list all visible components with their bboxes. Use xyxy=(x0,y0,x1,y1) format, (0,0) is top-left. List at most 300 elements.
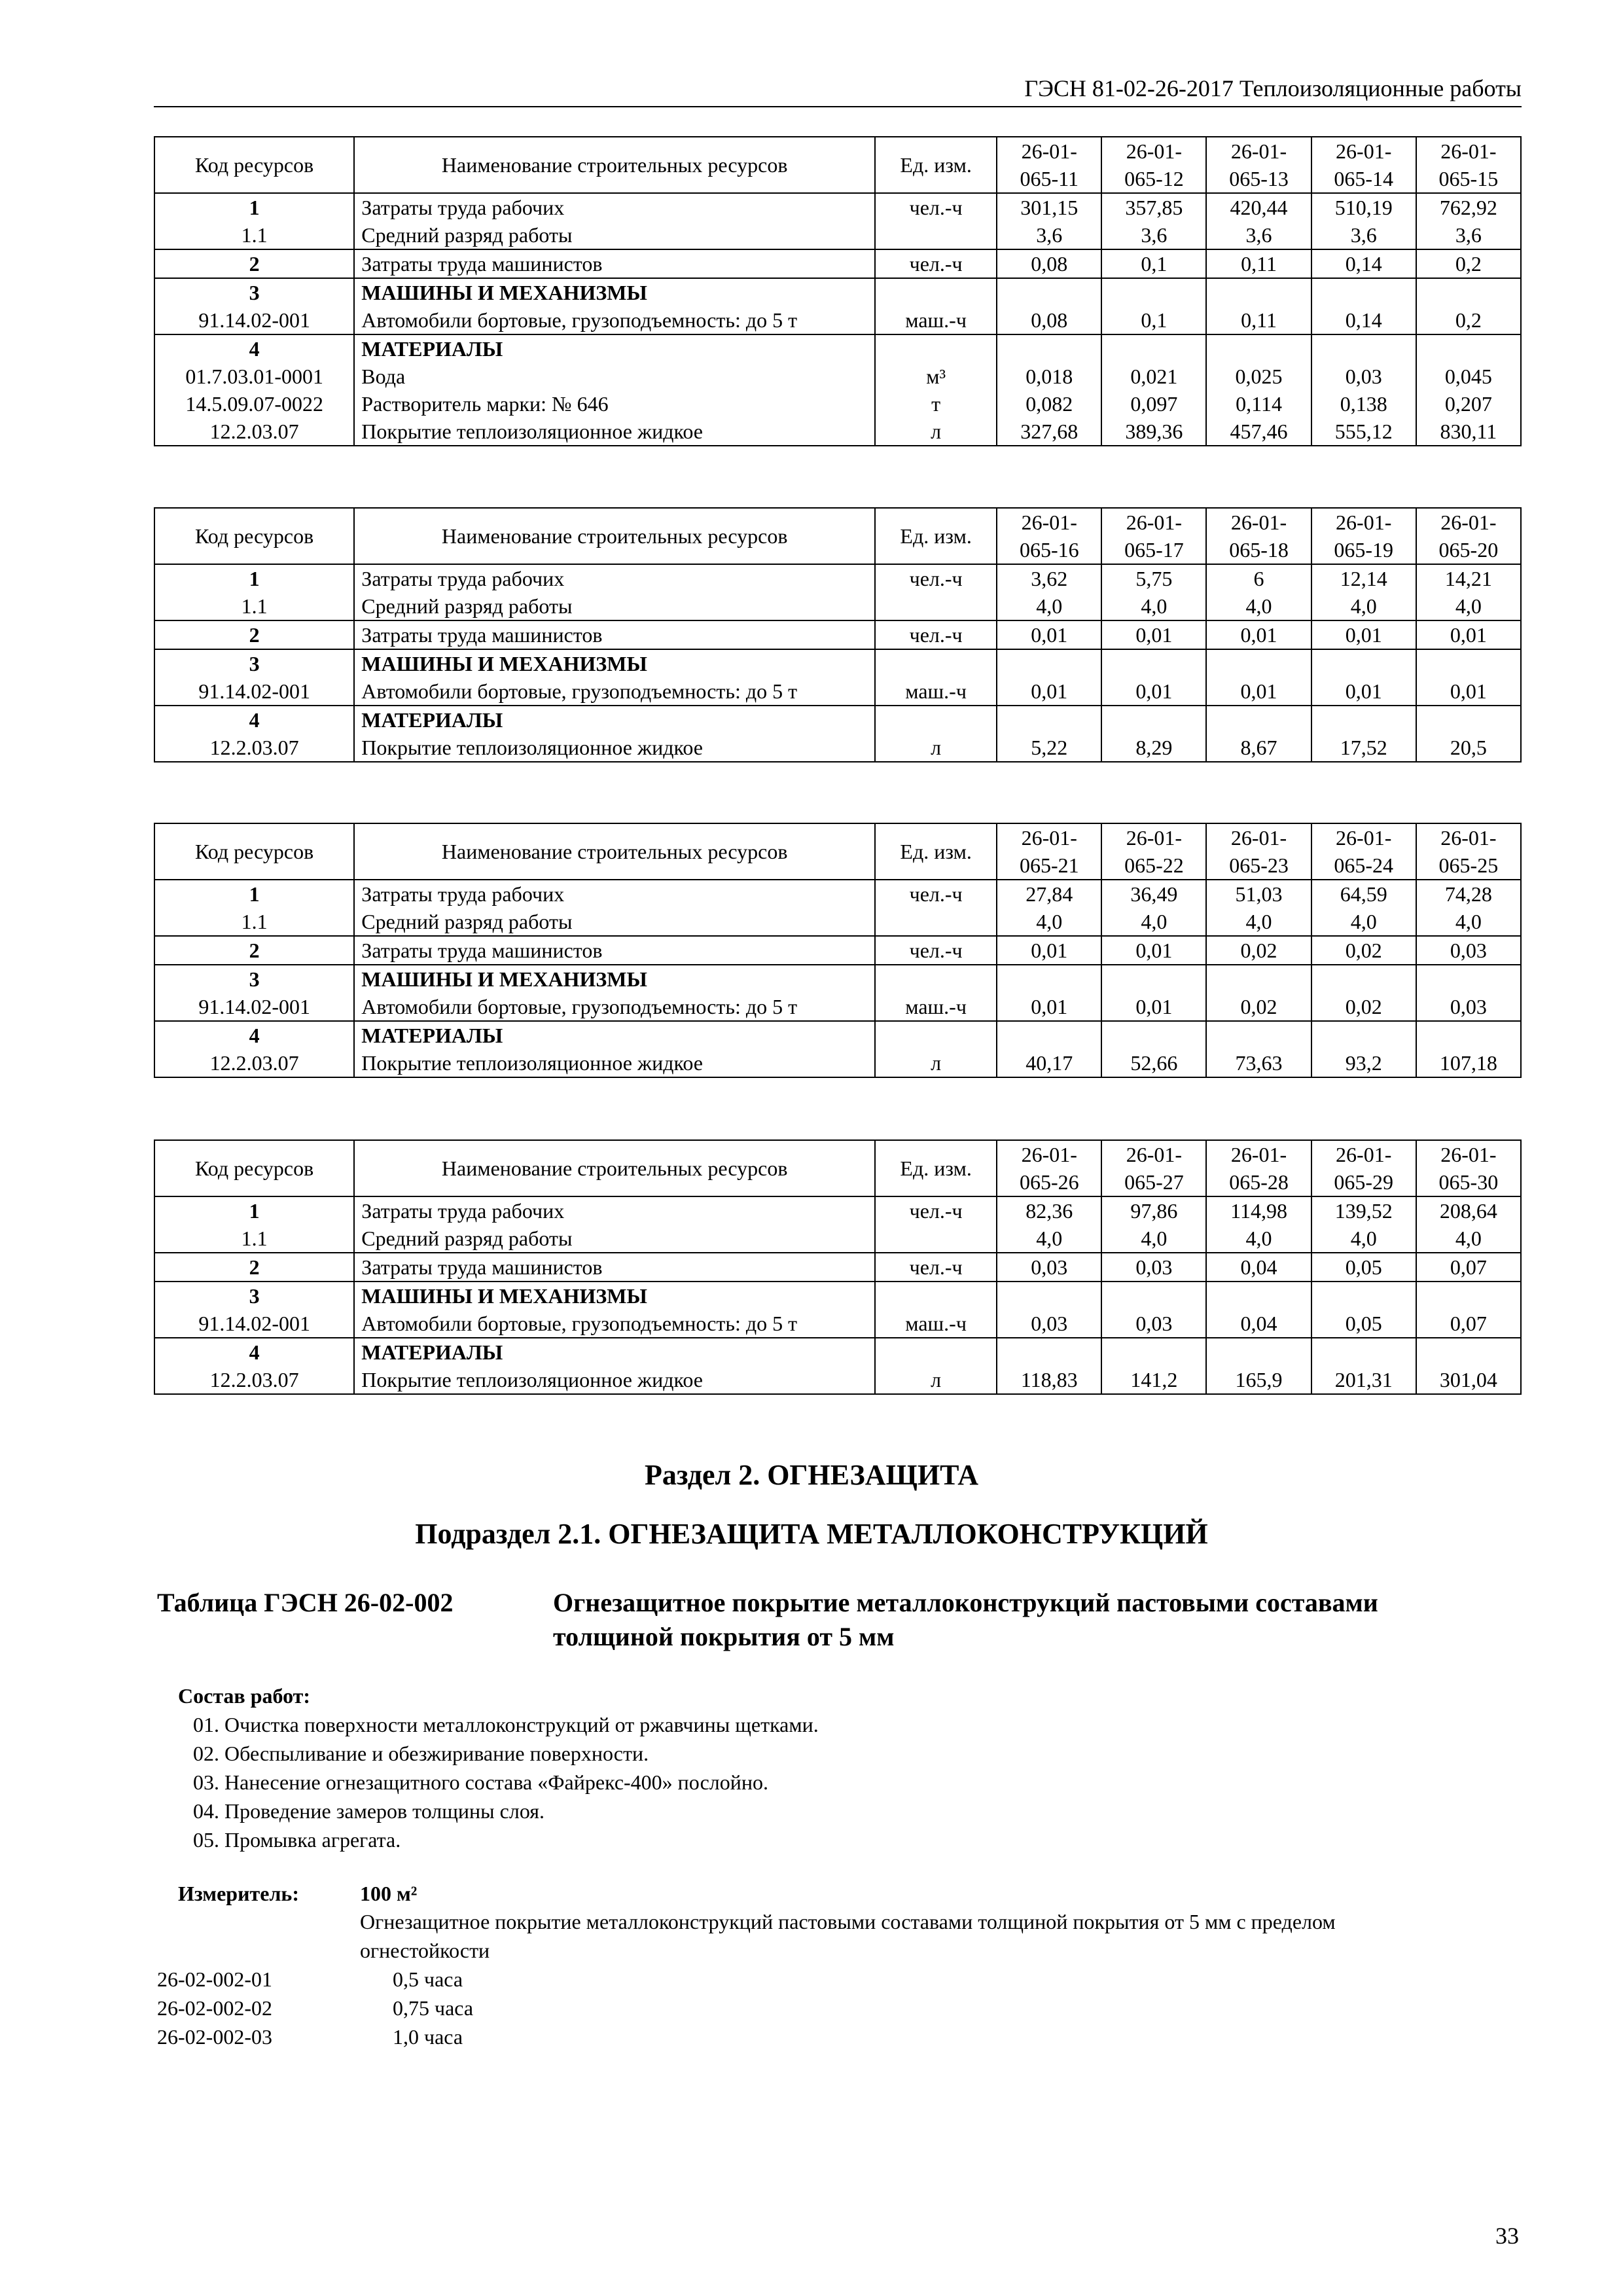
value-cell: 73,63 xyxy=(1206,1049,1311,1077)
row-name: Растворитель марки: № 646 xyxy=(354,390,875,418)
value-cell: 0,04 xyxy=(1206,1253,1311,1282)
empty-cell xyxy=(1206,649,1311,677)
empty-cell xyxy=(1206,706,1311,734)
value-cell: 0,01 xyxy=(1206,677,1311,706)
table-row xyxy=(154,908,1521,936)
row-code: 2 xyxy=(154,936,354,965)
value-cell: 0,03 xyxy=(1101,1310,1206,1338)
resource-table xyxy=(154,1139,1522,1395)
group-code: 4 xyxy=(154,1021,354,1049)
row-code: 1.1 xyxy=(154,592,354,620)
row-name: Затраты труда машинистов xyxy=(354,1253,875,1282)
value-cell: 141,2 xyxy=(1101,1366,1206,1394)
row-unit xyxy=(875,221,997,249)
value-cell: 8,29 xyxy=(1101,734,1206,762)
row-name: Затраты труда рабочих xyxy=(354,880,875,908)
value-cell: 97,86 xyxy=(1101,1196,1206,1225)
value-cell: 201,31 xyxy=(1311,1366,1416,1394)
table-group-row xyxy=(154,1282,1521,1310)
group-code: 4 xyxy=(154,706,354,734)
value-cell: 12,14 xyxy=(1311,564,1416,592)
gesn-table-title-1: Огнезащитное покрытие металлоконструкций пастовыми составами xyxy=(553,1588,1378,1617)
meter-item-code: 26-02-002-03 xyxy=(157,2025,272,2049)
value-cell: 0,04 xyxy=(1206,1310,1311,1338)
page-header xyxy=(154,72,1522,107)
row-unit: маш.-ч xyxy=(875,306,997,334)
table-header-row xyxy=(154,137,1521,193)
row-name: Затраты труда рабочих xyxy=(354,1196,875,1225)
empty-cell xyxy=(1311,1338,1416,1366)
material-row xyxy=(154,418,1521,446)
value-cell: 457,46 xyxy=(1206,418,1311,446)
value-cell: 4,0 xyxy=(1101,908,1206,936)
col-header-rate-code: 26-01-065-27 xyxy=(1101,1140,1206,1196)
meter-item-code: 26-02-002-01 xyxy=(157,1967,272,1991)
row-unit xyxy=(875,1282,997,1310)
row-code: 12.2.03.07 xyxy=(154,1366,354,1394)
table-row xyxy=(154,221,1521,249)
empty-cell xyxy=(997,278,1101,306)
empty-cell xyxy=(997,706,1101,734)
col-header-rate-code: 26-01-065-24 xyxy=(1311,823,1416,880)
value-cell: 0,05 xyxy=(1311,1253,1416,1282)
value-cell: 118,83 xyxy=(997,1366,1101,1394)
col-header-unit: Ед. изм. xyxy=(875,508,997,564)
row-unit xyxy=(875,908,997,936)
meter-item-code: 26-02-002-02 xyxy=(157,1996,272,2020)
row-unit xyxy=(875,1021,997,1049)
subsection-title: Подраздел 2.1. ОГНЕЗАЩИТА МЕТАЛЛОКОНСТРУКЦИЙ xyxy=(415,1518,1208,1550)
value-cell: 0,03 xyxy=(1416,993,1521,1021)
col-header-rate-code: 26-01-065-11 xyxy=(997,137,1101,193)
value-cell: 4,0 xyxy=(997,908,1101,936)
row-unit xyxy=(875,278,997,306)
row-code: 2 xyxy=(154,249,354,278)
row-unit: чел.-ч xyxy=(875,193,997,221)
value-cell: 51,03 xyxy=(1206,880,1311,908)
table-group-row xyxy=(154,334,1521,363)
row-name: Затраты труда машинистов xyxy=(354,249,875,278)
row-code: 91.14.02-001 xyxy=(154,993,354,1021)
value-cell: 6 xyxy=(1206,564,1311,592)
empty-cell xyxy=(1416,649,1521,677)
row-unit xyxy=(875,649,997,677)
row-unit: л xyxy=(875,418,997,446)
col-header-rate-code: 26-01-065-20 xyxy=(1416,508,1521,564)
value-cell: 301,04 xyxy=(1416,1366,1521,1394)
value-cell: 0,01 xyxy=(997,677,1101,706)
value-cell: 4,0 xyxy=(1311,1225,1416,1253)
row-name: Покрытие теплоизоляционное жидкое xyxy=(354,734,875,762)
value-cell: 4,0 xyxy=(1311,908,1416,936)
col-header-rate-code: 26-01-065-12 xyxy=(1101,137,1206,193)
empty-cell xyxy=(1101,1282,1206,1310)
empty-cell xyxy=(1101,334,1206,363)
empty-cell xyxy=(1206,1021,1311,1049)
empty-cell xyxy=(1311,278,1416,306)
value-cell: 4,0 xyxy=(1101,1225,1206,1253)
row-code: 1.1 xyxy=(154,221,354,249)
section-title: Раздел 2. ОГНЕЗАЩИТА xyxy=(644,1459,979,1491)
row-name: Покрытие теплоизоляционное жидкое xyxy=(354,418,875,446)
value-cell: 8,67 xyxy=(1206,734,1311,762)
col-header-unit: Ед. изм. xyxy=(875,1140,997,1196)
col-header-rate-code: 26-01-065-22 xyxy=(1101,823,1206,880)
empty-cell xyxy=(1101,649,1206,677)
table-group-row xyxy=(154,1338,1521,1366)
value-cell: 4,0 xyxy=(1206,908,1311,936)
empty-cell xyxy=(997,334,1101,363)
header-title: ГЭСН 81-02-26-2017 Теплоизоляционные работы xyxy=(1024,75,1522,101)
empty-cell xyxy=(1311,706,1416,734)
value-cell: 14,21 xyxy=(1416,564,1521,592)
resource-table xyxy=(154,823,1522,1078)
value-cell: 0,07 xyxy=(1416,1310,1521,1338)
value-cell: 3,62 xyxy=(997,564,1101,592)
row-code: 91.14.02-001 xyxy=(154,306,354,334)
row-code: 2 xyxy=(154,1253,354,1282)
work-item: 05. Промывка агрегата. xyxy=(193,1828,401,1852)
group-code: 3 xyxy=(154,278,354,306)
value-cell: 0,02 xyxy=(1311,993,1416,1021)
value-cell: 64,59 xyxy=(1311,880,1416,908)
group-code: 3 xyxy=(154,649,354,677)
value-cell: 0,02 xyxy=(1206,993,1311,1021)
row-code: 14.5.09.07-0022 xyxy=(154,390,354,418)
row-code: 1.1 xyxy=(154,908,354,936)
row-name: Затраты труда рабочих xyxy=(354,564,875,592)
empty-cell xyxy=(997,1021,1101,1049)
value-cell: 139,52 xyxy=(1311,1196,1416,1225)
work-item: 02. Обеспыливание и обезжиривание поверхности. xyxy=(193,1742,649,1765)
value-cell: 0,01 xyxy=(1101,993,1206,1021)
row-unit: л xyxy=(875,1049,997,1077)
value-cell: 4,0 xyxy=(1311,592,1416,620)
value-cell: 0,018 xyxy=(997,363,1101,390)
value-cell: 165,9 xyxy=(1206,1366,1311,1394)
table-header-row xyxy=(154,1140,1521,1196)
row-unit: чел.-ч xyxy=(875,1253,997,1282)
row-unit: чел.-ч xyxy=(875,564,997,592)
row-name: Средний разряд работы xyxy=(354,908,875,936)
empty-cell xyxy=(1311,1021,1416,1049)
table-header-row xyxy=(154,508,1521,564)
empty-cell xyxy=(1416,1338,1521,1366)
work-item: 03. Нанесение огнезащитного состава «Файрекс-400» послойно. xyxy=(193,1770,769,1794)
empty-cell xyxy=(1311,1282,1416,1310)
col-header-unit: Ед. изм. xyxy=(875,823,997,880)
value-cell: 4,0 xyxy=(997,592,1101,620)
col-header-rate-code: 26-01-065-30 xyxy=(1416,1140,1521,1196)
value-cell: 5,75 xyxy=(1101,564,1206,592)
material-row xyxy=(154,1049,1521,1077)
empty-cell xyxy=(1416,278,1521,306)
value-cell: 27,84 xyxy=(997,880,1101,908)
empty-cell xyxy=(1101,1021,1206,1049)
row-name: Затраты труда машинистов xyxy=(354,936,875,965)
value-cell: 3,6 xyxy=(1416,221,1521,249)
row-unit: м³ xyxy=(875,363,997,390)
value-cell: 0,01 xyxy=(1311,677,1416,706)
table-row xyxy=(154,193,1521,221)
col-header-rate-code: 26-01-065-19 xyxy=(1311,508,1416,564)
group-name: МАТЕРИАЛЫ xyxy=(354,1021,875,1049)
table-group-row xyxy=(154,278,1521,306)
value-cell: 0,097 xyxy=(1101,390,1206,418)
row-name: Затраты труда рабочих xyxy=(354,193,875,221)
value-cell: 0,138 xyxy=(1311,390,1416,418)
value-cell: 0,08 xyxy=(997,306,1101,334)
row-unit xyxy=(875,334,997,363)
value-cell: 0,2 xyxy=(1416,249,1521,278)
value-cell: 4,0 xyxy=(1416,592,1521,620)
group-code: 3 xyxy=(154,965,354,993)
empty-cell xyxy=(1416,1282,1521,1310)
col-header-rate-code: 26-01-065-14 xyxy=(1311,137,1416,193)
value-cell: 5,22 xyxy=(997,734,1101,762)
empty-cell xyxy=(997,1338,1101,1366)
row-unit: л xyxy=(875,734,997,762)
meter-value: 100 м² xyxy=(360,1882,418,1905)
empty-cell xyxy=(1311,334,1416,363)
empty-cell xyxy=(997,649,1101,677)
empty-cell xyxy=(1416,965,1521,993)
value-cell: 4,0 xyxy=(1416,908,1521,936)
col-header-unit: Ед. изм. xyxy=(875,137,997,193)
row-unit xyxy=(875,706,997,734)
value-cell: 0,021 xyxy=(1101,363,1206,390)
row-name: Средний разряд работы xyxy=(354,221,875,249)
value-cell: 0,01 xyxy=(1311,620,1416,649)
value-cell: 0,02 xyxy=(1311,936,1416,965)
value-cell: 0,11 xyxy=(1206,249,1311,278)
page-number: 33 xyxy=(1495,2223,1519,2249)
value-cell: 0,082 xyxy=(997,390,1101,418)
group-name: МАШИНЫ И МЕХАНИЗМЫ xyxy=(354,278,875,306)
row-unit: чел.-ч xyxy=(875,936,997,965)
value-cell: 40,17 xyxy=(997,1049,1101,1077)
row-code: 1 xyxy=(154,564,354,592)
table-row xyxy=(154,1310,1521,1338)
value-cell: 107,18 xyxy=(1416,1049,1521,1077)
value-cell: 0,03 xyxy=(1101,1253,1206,1282)
work-item: 04. Проведение замеров толщины слоя. xyxy=(193,1799,544,1823)
row-code: 91.14.02-001 xyxy=(154,677,354,706)
row-code: 12.2.03.07 xyxy=(154,734,354,762)
work-heading: Состав работ: xyxy=(178,1684,311,1708)
empty-cell xyxy=(1416,706,1521,734)
material-row xyxy=(154,390,1521,418)
value-cell: 0,01 xyxy=(1416,677,1521,706)
table-row xyxy=(154,592,1521,620)
value-cell: 93,2 xyxy=(1311,1049,1416,1077)
meter-item-text: 1,0 часа xyxy=(393,2025,463,2049)
value-cell: 0,207 xyxy=(1416,390,1521,418)
col-header-rate-code: 26-01-065-17 xyxy=(1101,508,1206,564)
col-header-rate-code: 26-01-065-25 xyxy=(1416,823,1521,880)
value-cell: 114,98 xyxy=(1206,1196,1311,1225)
col-header-name: Наименование строительных ресурсов xyxy=(354,137,875,193)
value-cell: 4,0 xyxy=(997,1225,1101,1253)
group-name: МАШИНЫ И МЕХАНИЗМЫ xyxy=(354,649,875,677)
row-name: Автомобили бортовые, грузоподъемность: до 5 т xyxy=(354,677,875,706)
col-header-rate-code: 26-01-065-18 xyxy=(1206,508,1311,564)
empty-cell xyxy=(1206,965,1311,993)
value-cell: 555,12 xyxy=(1311,418,1416,446)
table-row xyxy=(154,1253,1521,1282)
row-code: 12.2.03.07 xyxy=(154,418,354,446)
col-header-rate-code: 26-01-065-21 xyxy=(997,823,1101,880)
value-cell: 0,2 xyxy=(1416,306,1521,334)
row-unit: маш.-ч xyxy=(875,677,997,706)
row-code: 1 xyxy=(154,1196,354,1225)
value-cell: 3,6 xyxy=(1311,221,1416,249)
value-cell: 0,14 xyxy=(1311,249,1416,278)
value-cell: 301,15 xyxy=(997,193,1101,221)
empty-cell xyxy=(1101,1338,1206,1366)
group-name: МАШИНЫ И МЕХАНИЗМЫ xyxy=(354,1282,875,1310)
table-row xyxy=(154,249,1521,278)
empty-cell xyxy=(1311,965,1416,993)
table-group-row xyxy=(154,1021,1521,1049)
value-cell: 327,68 xyxy=(997,418,1101,446)
value-cell: 36,49 xyxy=(1101,880,1206,908)
row-unit: чел.-ч xyxy=(875,620,997,649)
row-name: Вода xyxy=(354,363,875,390)
table-row xyxy=(154,677,1521,706)
empty-cell xyxy=(1206,1282,1311,1310)
work-item: 01. Очистка поверхности металлоконструкций от ржавчины щетками. xyxy=(193,1713,819,1736)
meter-label: Измеритель: xyxy=(178,1882,299,1905)
row-unit: т xyxy=(875,390,997,418)
group-name: МАШИНЫ И МЕХАНИЗМЫ xyxy=(354,965,875,993)
value-cell: 0,1 xyxy=(1101,249,1206,278)
value-cell: 0,01 xyxy=(1101,936,1206,965)
row-unit xyxy=(875,1225,997,1253)
col-header-name: Наименование строительных ресурсов xyxy=(354,508,875,564)
value-cell: 3,6 xyxy=(1101,221,1206,249)
material-row xyxy=(154,734,1521,762)
value-cell: 82,36 xyxy=(997,1196,1101,1225)
value-cell: 0,03 xyxy=(1311,363,1416,390)
gesn-table-label: Таблица ГЭСН 26-02-002 xyxy=(157,1588,454,1617)
empty-cell xyxy=(1101,965,1206,993)
col-header-rate-code: 26-01-065-15 xyxy=(1416,137,1521,193)
value-cell: 0,01 xyxy=(1206,620,1311,649)
value-cell: 0,114 xyxy=(1206,390,1311,418)
table-row xyxy=(154,936,1521,965)
row-unit: чел.-ч xyxy=(875,1196,997,1225)
gesn-table-title-2: толщиной покрытия от 5 мм xyxy=(553,1622,895,1651)
row-unit: л xyxy=(875,1366,997,1394)
table-row xyxy=(154,993,1521,1021)
group-code: 3 xyxy=(154,1282,354,1310)
material-row xyxy=(154,1366,1521,1394)
value-cell: 0,1 xyxy=(1101,306,1206,334)
row-name: Средний разряд работы xyxy=(354,592,875,620)
col-header-code: Код ресурсов xyxy=(154,823,354,880)
col-header-code: Код ресурсов xyxy=(154,1140,354,1196)
table-group-row xyxy=(154,706,1521,734)
value-cell: 74,28 xyxy=(1416,880,1521,908)
value-cell: 0,01 xyxy=(997,993,1101,1021)
value-cell: 4,0 xyxy=(1416,1225,1521,1253)
empty-cell xyxy=(1206,1338,1311,1366)
value-cell: 0,01 xyxy=(1416,620,1521,649)
value-cell: 208,64 xyxy=(1416,1196,1521,1225)
empty-cell xyxy=(1311,649,1416,677)
empty-cell xyxy=(1416,334,1521,363)
col-header-rate-code: 26-01-065-16 xyxy=(997,508,1101,564)
row-code: 1 xyxy=(154,193,354,221)
value-cell: 830,11 xyxy=(1416,418,1521,446)
value-cell: 3,6 xyxy=(997,221,1101,249)
value-cell: 0,02 xyxy=(1206,936,1311,965)
value-cell: 762,92 xyxy=(1416,193,1521,221)
value-cell: 357,85 xyxy=(1101,193,1206,221)
row-name: Затраты труда машинистов xyxy=(354,620,875,649)
row-name: Автомобили бортовые, грузоподъемность: до 5 т xyxy=(354,306,875,334)
value-cell: 0,01 xyxy=(997,936,1101,965)
table-header-row xyxy=(154,823,1521,880)
empty-cell xyxy=(997,965,1101,993)
row-code: 1 xyxy=(154,880,354,908)
table-row xyxy=(154,880,1521,908)
row-code: 01.7.03.01-0001 xyxy=(154,363,354,390)
empty-cell xyxy=(1101,278,1206,306)
value-cell: 0,03 xyxy=(997,1253,1101,1282)
value-cell: 0,11 xyxy=(1206,306,1311,334)
empty-cell xyxy=(1101,706,1206,734)
group-name: МАТЕРИАЛЫ xyxy=(354,334,875,363)
value-cell: 0,01 xyxy=(1101,620,1206,649)
row-name: Автомобили бортовые, грузоподъемность: до 5 т xyxy=(354,1310,875,1338)
col-header-rate-code: 26-01-065-13 xyxy=(1206,137,1311,193)
value-cell: 4,0 xyxy=(1101,592,1206,620)
value-cell: 0,14 xyxy=(1311,306,1416,334)
value-cell: 20,5 xyxy=(1416,734,1521,762)
empty-cell xyxy=(1206,334,1311,363)
value-cell: 4,0 xyxy=(1206,592,1311,620)
value-cell: 17,52 xyxy=(1311,734,1416,762)
row-unit: маш.-ч xyxy=(875,1310,997,1338)
value-cell: 0,03 xyxy=(997,1310,1101,1338)
col-header-name: Наименование строительных ресурсов xyxy=(354,823,875,880)
table-row xyxy=(154,620,1521,649)
resource-table xyxy=(154,507,1522,762)
table-group-row xyxy=(154,965,1521,993)
group-code: 4 xyxy=(154,1338,354,1366)
row-unit xyxy=(875,592,997,620)
value-cell: 0,01 xyxy=(1101,677,1206,706)
table-group-row xyxy=(154,649,1521,677)
value-cell: 0,07 xyxy=(1416,1253,1521,1282)
row-name: Покрытие теплоизоляционное жидкое xyxy=(354,1366,875,1394)
value-cell: 0,05 xyxy=(1311,1310,1416,1338)
table-row xyxy=(154,1196,1521,1225)
col-header-name: Наименование строительных ресурсов xyxy=(354,1140,875,1196)
row-name: Средний разряд работы xyxy=(354,1225,875,1253)
table-row xyxy=(154,1225,1521,1253)
col-header-code: Код ресурсов xyxy=(154,137,354,193)
meter-item-text: 0,5 часа xyxy=(393,1967,463,1991)
row-name: Автомобили бортовые, грузоподъемность: до 5 т xyxy=(354,993,875,1021)
value-cell: 0,08 xyxy=(997,249,1101,278)
value-cell: 0,025 xyxy=(1206,363,1311,390)
table-row xyxy=(154,306,1521,334)
material-row xyxy=(154,363,1521,390)
table-row xyxy=(154,564,1521,592)
